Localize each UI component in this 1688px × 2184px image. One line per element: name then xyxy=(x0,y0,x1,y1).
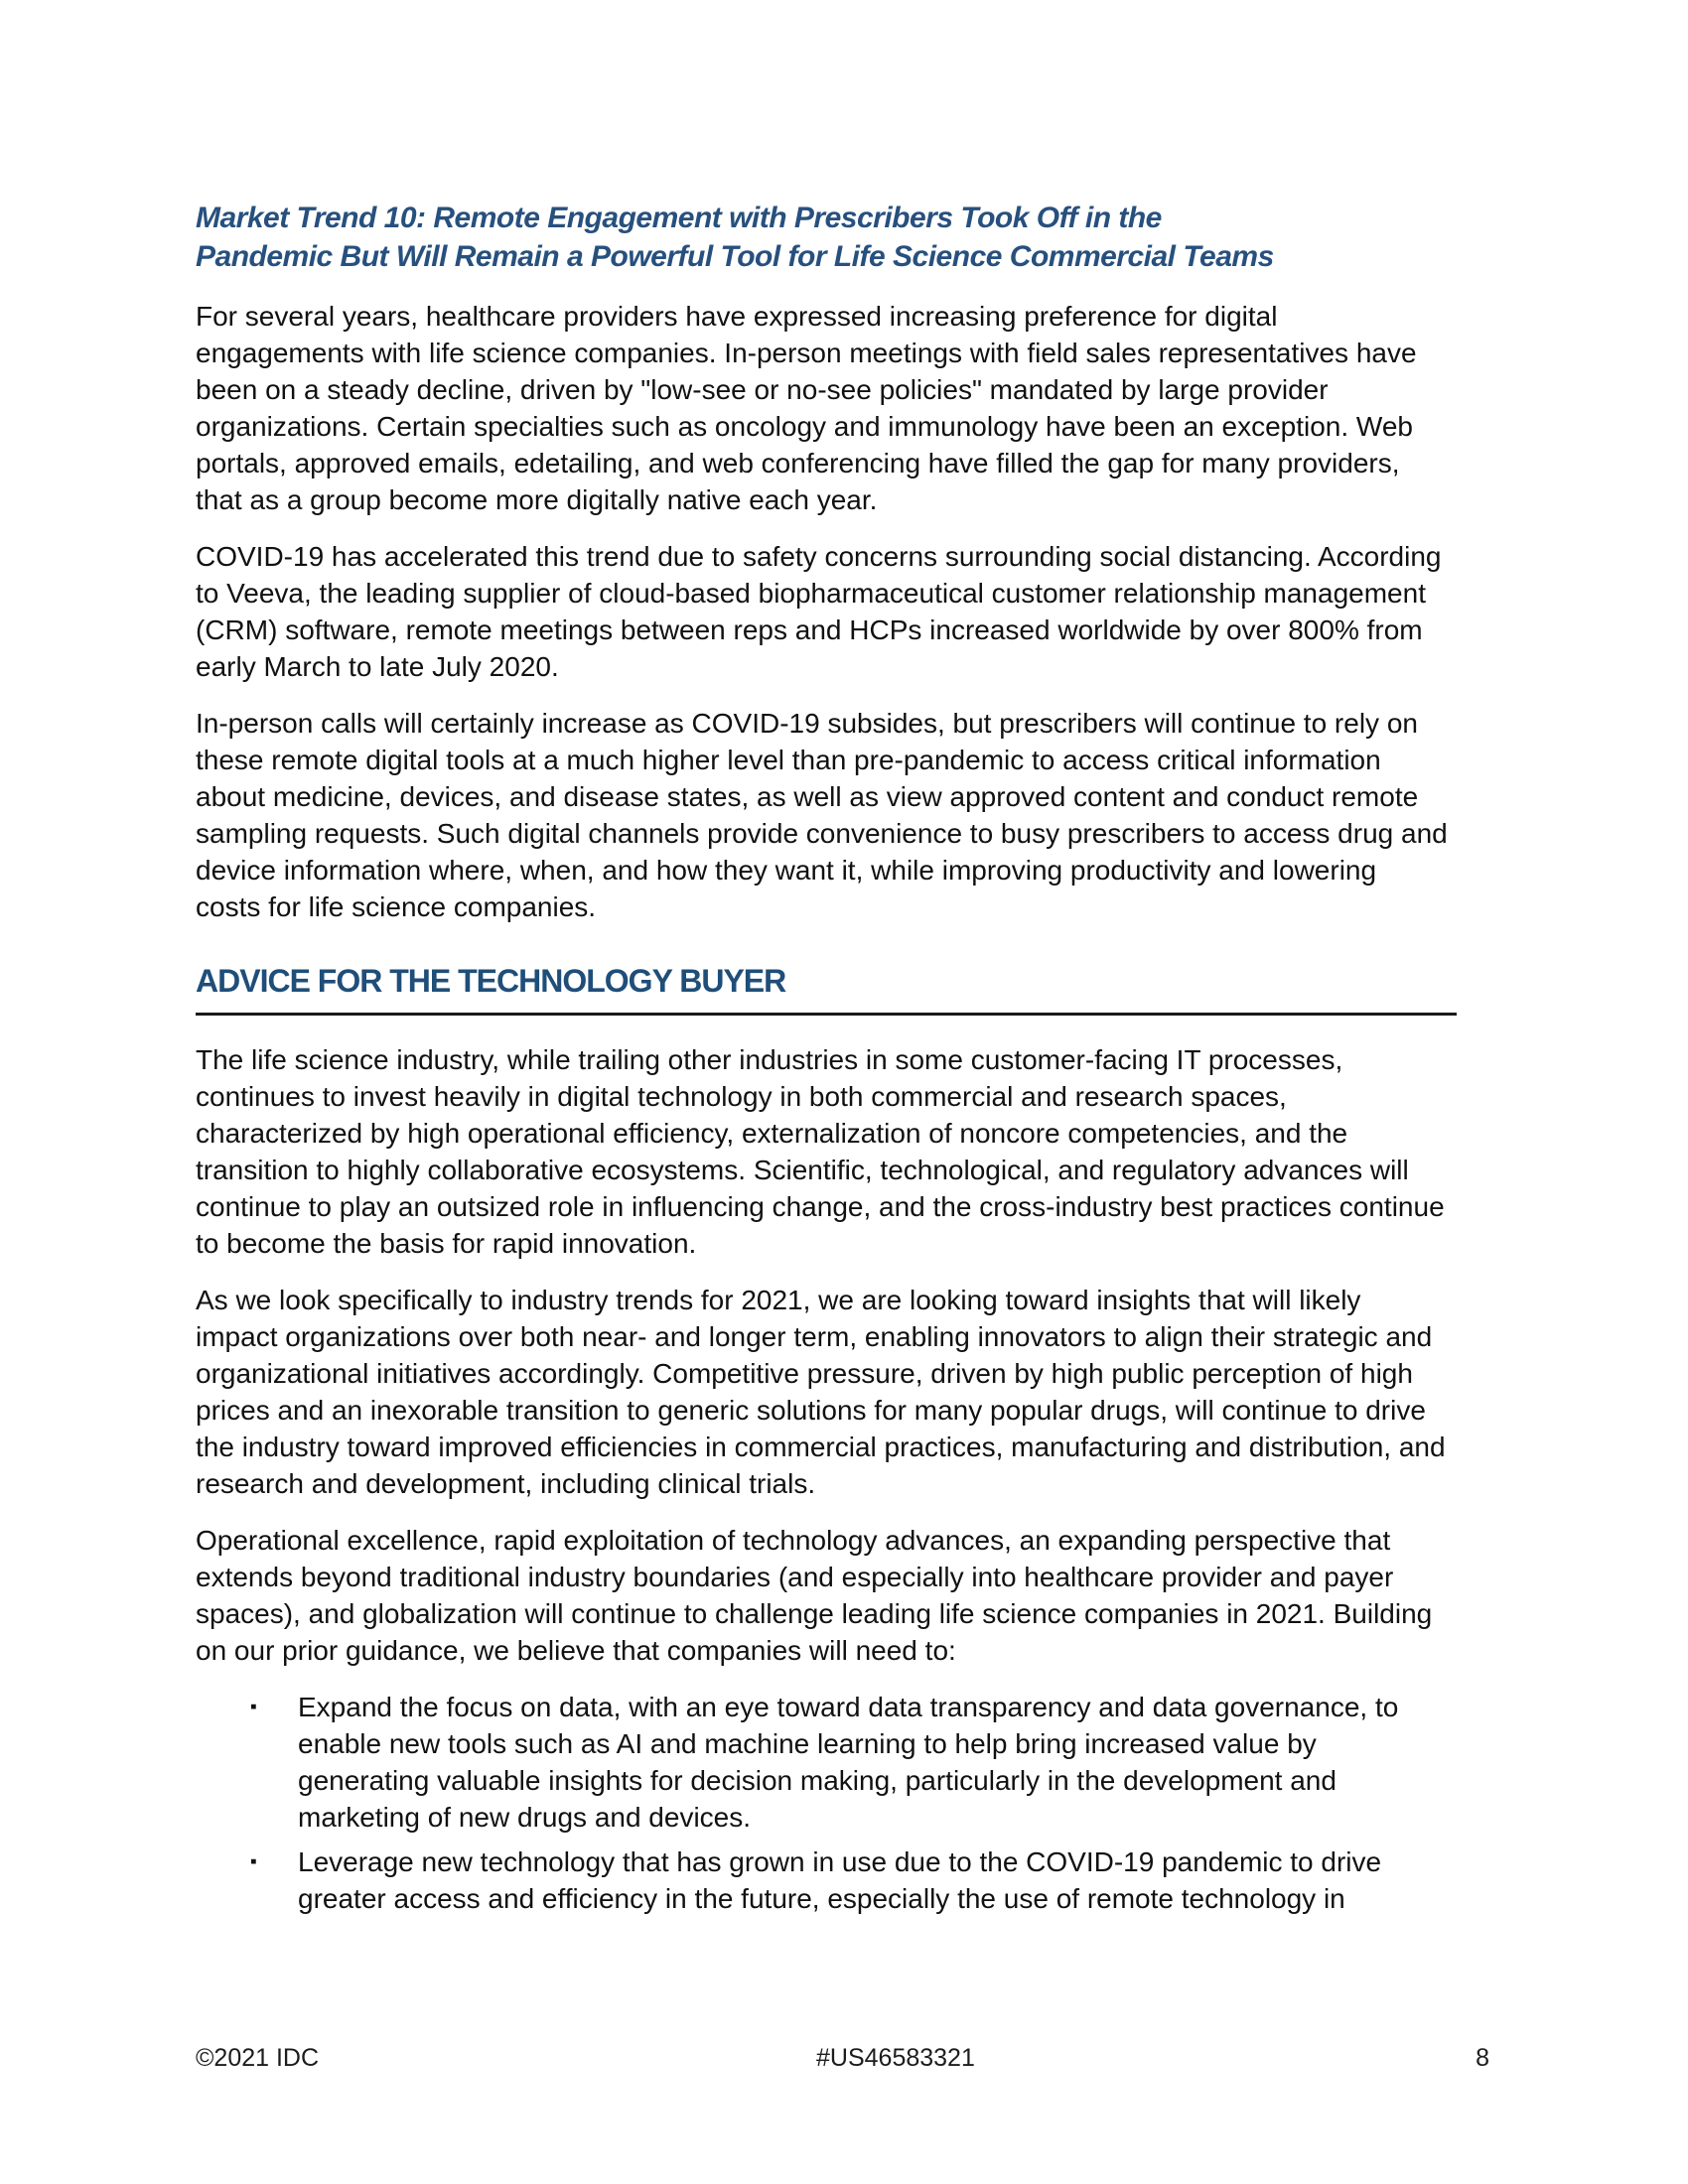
list-item-leverage-technology xyxy=(196,1843,1449,1917)
bullet-text: Leverage new technology that has grown in use due to the COVID-19 pandemic to drive greater access and efficiency in the future, especially the use of remote technology in xyxy=(298,1846,1382,1914)
square-bullet-icon: ▪ xyxy=(250,1851,257,1872)
advice-bullet-list xyxy=(196,1689,1449,1917)
paragraph-in-person-calls: In-person calls will certainly increase as COVID-19 subsides, but prescribers will continue to rely on these remote digital tools at a much higher level than pre-pandemic to access critical information about medicine, devices, and disease states, as well as view approved content and conduct remote sampling requests. Such digital channels provide convenience to busy prescribers to access drug and device information where, when, and how they want it, while improving productivity and lowering costs for life science companies. xyxy=(196,708,1448,922)
paragraph-covid-acceleration: COVID-19 has accelerated this trend due to safety concerns surrounding social distancing. According to Veeva, the leading supplier of cloud-based biopharmaceutical customer relationship management (CRM) software, remote meetings between reps and HCPs increased worldwide by over 800% from early March to late July 2020. xyxy=(196,541,1442,682)
market-trend-heading xyxy=(196,199,1449,276)
market-trend-heading-line1: Market Trend 10: Remote Engagement with Prescribers Took Off in the xyxy=(196,202,1162,234)
footer-document-id: #US46583321 xyxy=(816,2044,975,2072)
list-item-expand-data-focus xyxy=(196,1689,1449,1836)
market-trend-heading-line2: Pandemic But Will Remain a Powerful Tool for Life Science Commercial Teams xyxy=(196,240,1274,273)
paragraph-life-science-industry: The life science industry, while trailing other industries in some customer-facing IT processes, continues to invest heavily in digital technology in both commercial and research spaces, characterized by high operational efficiency, externalization of noncore competencies, and the transition to highly collaborative ecosystems. Scientific, technological, and regulatory advances will continue to play an outsized role in influencing change, and the cross-industry best practices continue to become the basis for rapid innovation. xyxy=(196,1044,1445,1259)
paragraph-industry-trends-2021: As we look specifically to industry trends for 2021, we are looking toward insights that will likely impact organizations over both near- and longer term, enabling innovators to align their strategic and organizational initiatives accordingly. Competitive pressure, driven by high public perception of high prices and an inexorable transition to generic solutions for many popular drugs, will continue to drive the industry toward improved efficiencies in commercial practices, manufacturing and distribution, and research and development, including clinical trials. xyxy=(196,1285,1446,1499)
footer-copyright: ©2021 IDC xyxy=(196,2044,320,2072)
paragraph-operational-excellence: Operational excellence, rapid exploitation of technology advances, an expanding perspective that extends beyond traditional industry boundaries (and especially into healthcare provider and payer spaces), and globalization will continue to challenge leading life science companies in 2021. Building on our prior guidance, we believe that companies will need to: xyxy=(196,1525,1433,1666)
footer-page-number: 8 xyxy=(1476,2044,1489,2072)
section-divider-rule xyxy=(196,1013,1457,1016)
square-bullet-icon: ▪ xyxy=(250,1697,257,1717)
page-content xyxy=(196,199,1449,1925)
bullet-text: Expand the focus on data, with an eye toward data transparency and data governance, to enable new tools such as AI and machine learning to help bring increased value by generating valuable insights for decision making, particularly in the development and marketing of new drugs and devices. xyxy=(298,1692,1399,1833)
advice-section-heading: ADVICE FOR THE TECHNOLOGY BUYER xyxy=(196,963,786,999)
paragraph-digital-engagement: For several years, healthcare providers have expressed increasing preference for digital engagements with life science companies. In-person meetings with field sales representatives have been on a steady decline, driven by "low-see or no-see policies" mandated by large provider organizations. Certain specialties such as oncology and immunology have been an exception. Web portals, approved emails, edetailing, and web conferencing have filled the gap for many providers, that as a group become more digitally native each year. xyxy=(196,301,1417,515)
